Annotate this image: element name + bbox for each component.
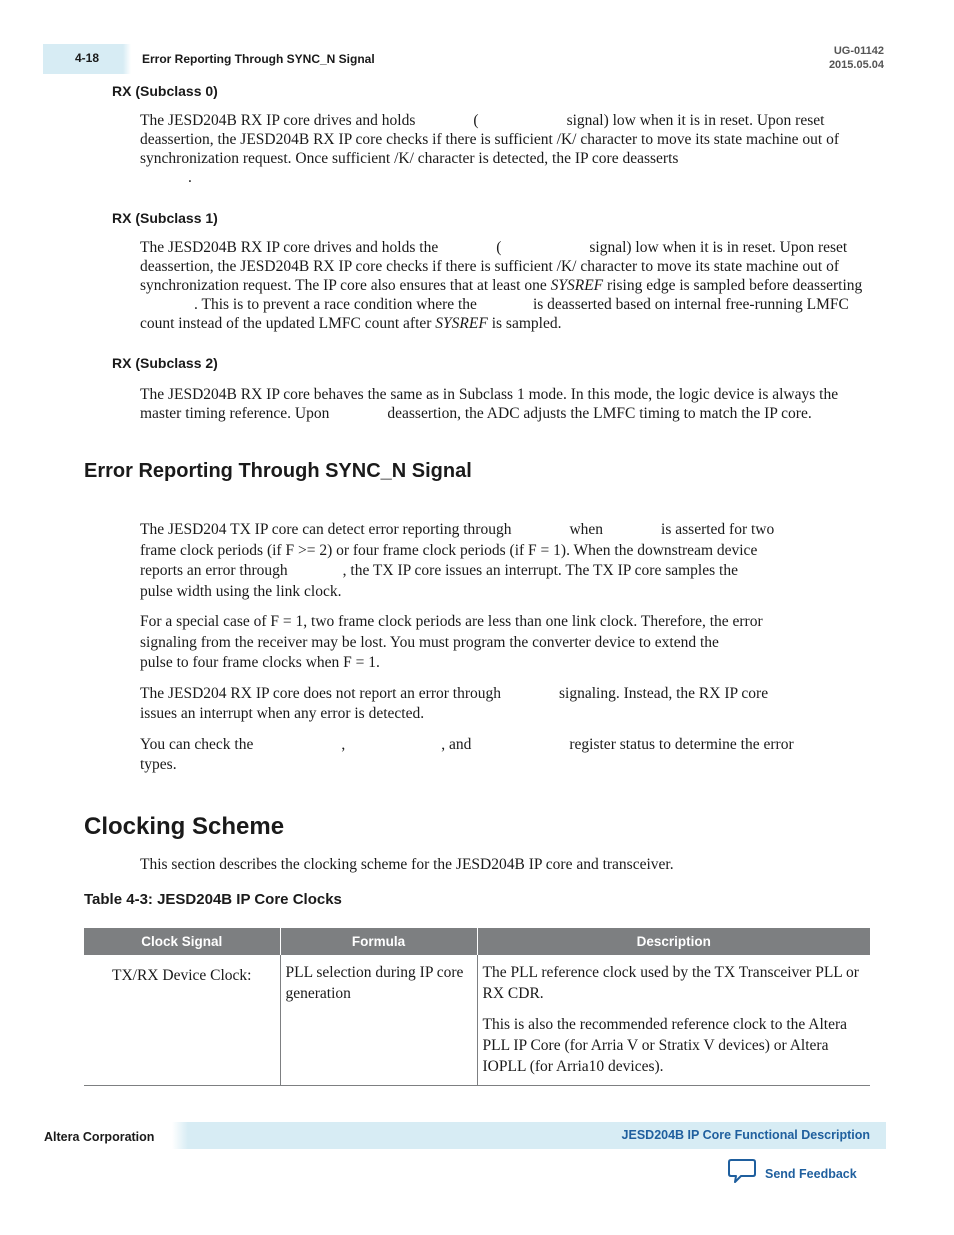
document-id (829, 44, 884, 72)
text-run: signal) low when it is in reset. Upon (566, 112, 792, 129)
sysref-term: SYSREF (435, 315, 488, 332)
rx-subclass1-paragraph (140, 238, 875, 333)
text-run: is asserted for two (661, 521, 775, 538)
clocks-table (84, 928, 870, 1086)
text-run: , (341, 735, 346, 753)
text-run: signaling from the receiver may be lost. You must program the converter device to extend the (140, 633, 719, 651)
document-date: 2015.05.04 (828, 59, 884, 71)
text-run: rising edge is sampled before deasserting (607, 277, 863, 294)
text-run: signal) low when it is in reset. Upon (589, 239, 815, 256)
clocking-intro: This section describes the clocking scheme for the JESD204B IP core and transceiver. (140, 856, 674, 873)
text-run: reset deassertion, the JESD204B RX IP core checks if there is sufficient /K/ character to move its state machine out of synchronization request. The IP core also ensures that at least one (140, 239, 848, 294)
rx-subclass0-paragraph (140, 111, 875, 187)
rx-subclass1-heading: RX (Subclass 1) (112, 210, 218, 226)
table-header-row (84, 928, 870, 955)
description-paragraph: This is also the recommended reference clock to the Altera PLL IP Core (for Arria V or Stratix V devices) or Altera IOPLL (for Arria10 devices). (482, 1016, 848, 1075)
text-run: The JESD204B RX IP core drives and holds (140, 112, 416, 129)
text-run: is sampled. (491, 315, 562, 332)
error-reporting-body (140, 520, 875, 776)
clocking-scheme-heading: Clocking Scheme (84, 813, 285, 840)
text-run: when (569, 521, 604, 538)
rx-subclass2-heading: RX (Subclass 2) (112, 355, 218, 371)
text-run: The JESD204B RX IP core drives and holds the (140, 239, 439, 256)
text-run: The JESD204 TX IP core can detect error reporting through (140, 521, 512, 538)
page-number-tab-fade (123, 44, 131, 74)
footer-chapter-link[interactable]: JESD204B IP Core Functional Description (621, 1128, 870, 1142)
send-feedback-link[interactable] (728, 1158, 857, 1189)
error-paragraph-4 (140, 735, 875, 776)
running-header-title: Error Reporting Through SYNC_N Signal (142, 52, 375, 66)
send-feedback-label: Send Feedback (765, 1166, 857, 1181)
text-run: ( (473, 112, 479, 129)
text-run: types. (140, 756, 177, 773)
description-cell (477, 955, 870, 1085)
text-run: For a special case of F = 1, two frame clock periods are less than one link clock. Therefore, the error (140, 613, 763, 630)
text-run: pulse to four frame clocks when F = 1. (140, 654, 380, 671)
description-paragraph: The PLL reference clock used by the TX Transceiver PLL or RX CDR. (482, 964, 859, 1002)
text-run: signaling. Instead, the RX IP core (559, 684, 769, 702)
text-run: , and (441, 735, 472, 753)
text-run: The JESD204 RX IP core does not report an error through (140, 684, 502, 702)
table-caption: Table 4-3: JESD204B IP Core Clocks (84, 891, 342, 908)
text-run: deassertion, the ADC adjusts the LMFC timing to match the IP core. (387, 405, 812, 422)
page-number: 4-18 (75, 51, 100, 65)
column-header: Formula (280, 928, 477, 955)
column-header: Clock Signal (84, 928, 280, 955)
text-run: You can check the (140, 735, 254, 753)
error-paragraph-3 (140, 684, 875, 725)
formula-cell: PLL selection during IP core generation (280, 955, 477, 1085)
speech-bubble-icon (728, 1158, 756, 1189)
text-run: ( (496, 239, 502, 256)
text-run: issues an interrupt when any error is detected. (140, 705, 425, 722)
error-reporting-heading: Error Reporting Through SYNC_N Signal (84, 460, 472, 482)
text-run: . This is to prevent a race condition where the (194, 296, 477, 313)
text-run: . (188, 169, 192, 186)
text-run: The JESD204B RX IP core behaves the same as in Subclass 1 mode. In this mode, the logic device is always the master timing reference. Upon (140, 386, 839, 422)
text-run: reports an error through (140, 562, 288, 579)
rx-subclass0-heading: RX (Subclass 0) (112, 83, 218, 99)
text-run: is deasserted based on internal free-running LMFC count instead of the updated LMFC count after (140, 296, 849, 332)
clock-signal-cell: TX/RX Device Clock: (84, 955, 280, 1085)
text-run: frame clock periods (if F >= 2) or four frame clock periods (if F = 1). When the downstream device (140, 541, 758, 559)
text-run: register status to determine the error (569, 735, 794, 753)
text-run: reset deassertion, the JESD204B RX IP core checks if there is sufficient /K/ character to move its state machine out of synchronization request. Once sufficient /K/ character is detected, the IP core deasserts (140, 112, 840, 167)
table-row (84, 955, 870, 1085)
footer-company: Altera Corporation (44, 1130, 155, 1144)
error-paragraph-2 (140, 612, 875, 674)
error-paragraph-1 (140, 520, 875, 602)
text-run: pulse width using the link clock. (140, 582, 342, 600)
text-run: , the TX IP core issues an interrupt. The TX IP core samples the (342, 562, 738, 579)
rx-subclass2-paragraph (140, 385, 875, 423)
sysref-term: SYSREF (550, 277, 604, 294)
column-header: Description (477, 928, 870, 955)
document-number: UG-01142 (833, 45, 884, 57)
